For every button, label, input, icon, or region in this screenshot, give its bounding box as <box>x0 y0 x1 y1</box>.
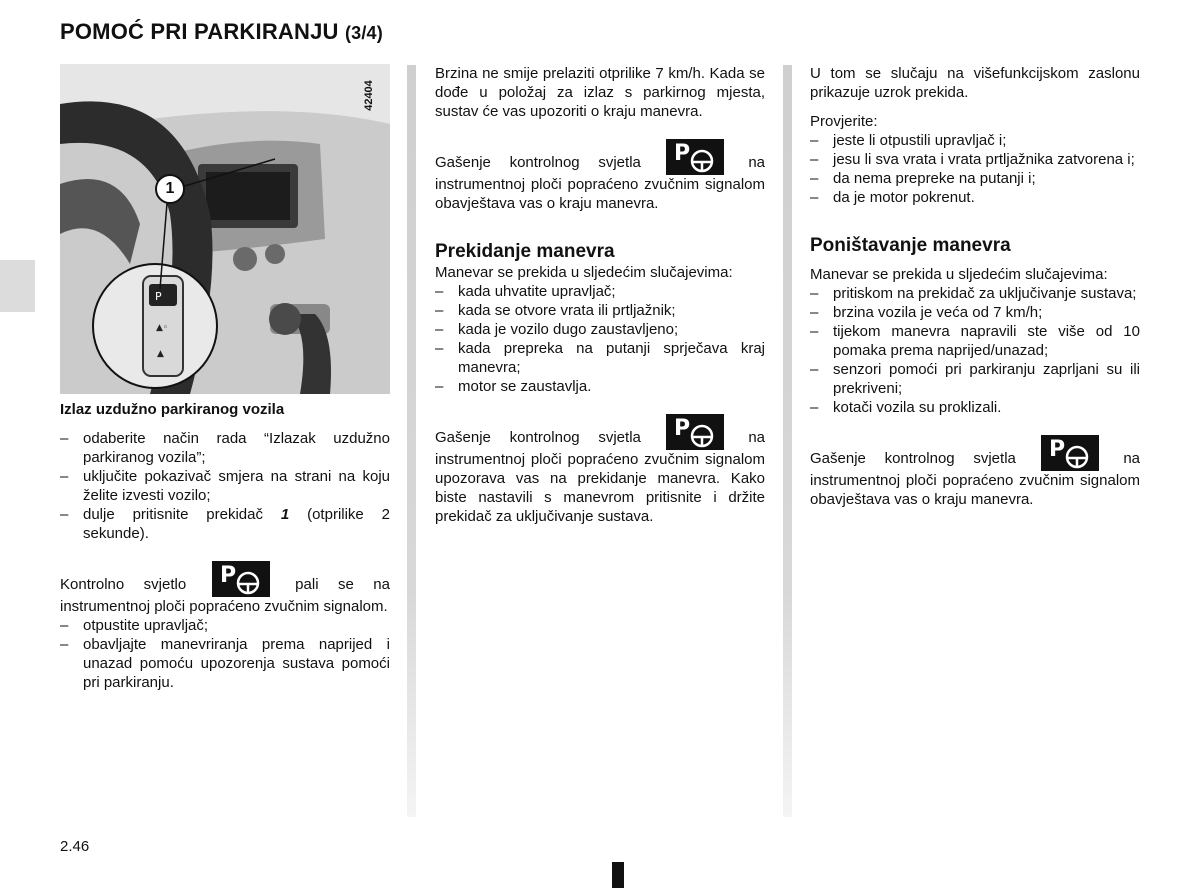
lamp-paragraph <box>60 561 390 616</box>
svg-text:▲◦: ▲◦ <box>156 323 169 333</box>
figure-number <box>362 72 386 116</box>
svg-text:P: P <box>155 290 162 303</box>
list-item: – kotači vozila su proklizali. <box>810 398 1140 417</box>
svg-text:P: P <box>219 563 236 588</box>
exit-steps-list <box>60 429 390 543</box>
column-1 <box>60 64 390 692</box>
page-number: 2.46 <box>60 838 90 855</box>
section-tab <box>0 260 35 312</box>
title-text: POMOĆ PRI PARKIRANJU <box>60 19 339 44</box>
svg-text:P: P <box>673 416 690 441</box>
list-item: – uključite pokazivač smjera na strani na koju želite izvesti vozilo; <box>60 467 390 505</box>
section-heading: Prekidanje manevra <box>435 241 615 262</box>
svg-text:P: P <box>1048 437 1065 462</box>
display-paragraph: U tom se slučaju na višefunkcijskom zaslonu prikazuje uzrok prekida. <box>810 65 1140 101</box>
list-item-text: (otprilike 2 sekunde). <box>83 506 390 542</box>
lamp-off-text-post: na instrumentnoj ploči popraćeno zvučnim signalom upozorava vas na prekidanje manevra. Kako biste nastavili s manevrom pritisnite i držite prekidač za uključivanje sustava. <box>435 429 765 525</box>
list-item: – brzina vozila je veća od 7 km/h; <box>810 303 1140 322</box>
list-item: – da je motor pokrenut. <box>810 188 1140 207</box>
list-item: – kada je vozilo dugo zaustavljeno; <box>435 320 765 339</box>
svg-text:▲: ▲ <box>157 349 164 359</box>
page-title <box>60 19 383 45</box>
column-2 <box>435 64 765 526</box>
parking-steering-icon <box>666 139 724 175</box>
column-divider <box>783 65 792 817</box>
callout-1: 1 <box>155 174 185 204</box>
figure-number-text: 42404 <box>362 80 375 111</box>
list-item: – kada prepreka na putanji sprječava kraj manevra; <box>435 339 765 377</box>
list-item: – pritiskom na prekidač za uključivanje sustava; <box>810 284 1140 303</box>
parking-steering-icon <box>1041 435 1099 471</box>
lamp-off-paragraph <box>435 139 765 213</box>
page-edge-marker <box>612 862 624 888</box>
list-item: – da nema prepreke na putanji i; <box>810 169 1140 188</box>
interrupt-list <box>435 282 765 396</box>
check-label: Provjerite: <box>810 113 878 130</box>
list-item: – otpustite upravljač; <box>60 616 390 635</box>
lamp-off-text-pre: Gašenje kontrolnog svjetla <box>435 154 641 171</box>
parking-steering-icon <box>666 414 724 450</box>
lamp-off-text-pre: Gašenje kontrolnog svjetla <box>810 450 1016 467</box>
lamp-off-warning-paragraph <box>435 414 765 526</box>
list-item: – kada se otvore vrata ili prtljažnik; <box>435 301 765 320</box>
drive-steps-list <box>60 616 390 692</box>
list-item: – kada uhvatite upravljač; <box>435 282 765 301</box>
lamp-text-post: pali se na instrumentnoj ploči popraćeno zvučnim signalom. <box>60 576 390 615</box>
list-item: – odaberite način rada “Izlazak uzdužno parkiranog vozila”; <box>60 429 390 467</box>
svg-text:P: P <box>673 141 690 166</box>
list-item: – senzori pomoći pri parkiranju zaprljani su ili prekriveni; <box>810 360 1140 398</box>
dashboard-illustration <box>60 64 390 394</box>
list-item: – tijekom manevra napravili ste više od 10 pomaka prema naprijed/unazad; <box>810 322 1140 360</box>
list-item: – jeste li otpustili upravljač i; <box>810 131 1140 150</box>
column-3 <box>810 64 1140 509</box>
dashboard-drawing <box>60 64 390 394</box>
section-lead: Manevar se prekida u sljedećim slučajevima: <box>435 264 733 281</box>
list-item: – obavljajte manevriranja prema naprijed i unazad pomoću upozorenja sustava pomoći pri parkiranju. <box>60 635 390 692</box>
speed-paragraph: Brzina ne smije prelaziti otprilike 7 km/h. Kada se dođe u položaj za izlaz s parkirnog mjesta, sustav će vas upozoriti o kraju manevra. <box>435 65 765 120</box>
check-list <box>810 131 1140 207</box>
figure-caption: Izlaz uzdužno parkiranog vozila <box>60 401 285 418</box>
list-item <box>60 505 390 543</box>
lamp-text-pre: Kontrolno svjetlo <box>60 576 187 593</box>
section-lead: Manevar se prekida u sljedećim slučajevima: <box>810 266 1108 283</box>
title-part: (3/4) <box>344 23 383 43</box>
cancel-list <box>810 284 1140 417</box>
section-heading: Poništavanje manevra <box>810 235 1011 256</box>
list-item: – jesu li sva vrata i vrata prtljažnika zatvorena i; <box>810 150 1140 169</box>
list-item: – motor se zaustavlja. <box>435 377 765 396</box>
lamp-off-text-post: na instrumentnoj ploči popraćeno zvučnim signalom obavještava vas o kraju manevra. <box>435 154 765 212</box>
lamp-off-text-pre: Gašenje kontrolnog svjetla <box>435 429 641 446</box>
column-divider <box>407 65 416 817</box>
list-item-text: dulje pritisnite prekidač <box>83 506 281 523</box>
parking-steering-icon <box>212 561 270 597</box>
switch-ref: 1 <box>280 506 290 523</box>
lamp-off-text-post: na instrumentnoj ploči popraćeno zvučnim signalom obavještava vas o kraju manevra. <box>810 450 1140 508</box>
lamp-off-paragraph <box>810 435 1140 509</box>
